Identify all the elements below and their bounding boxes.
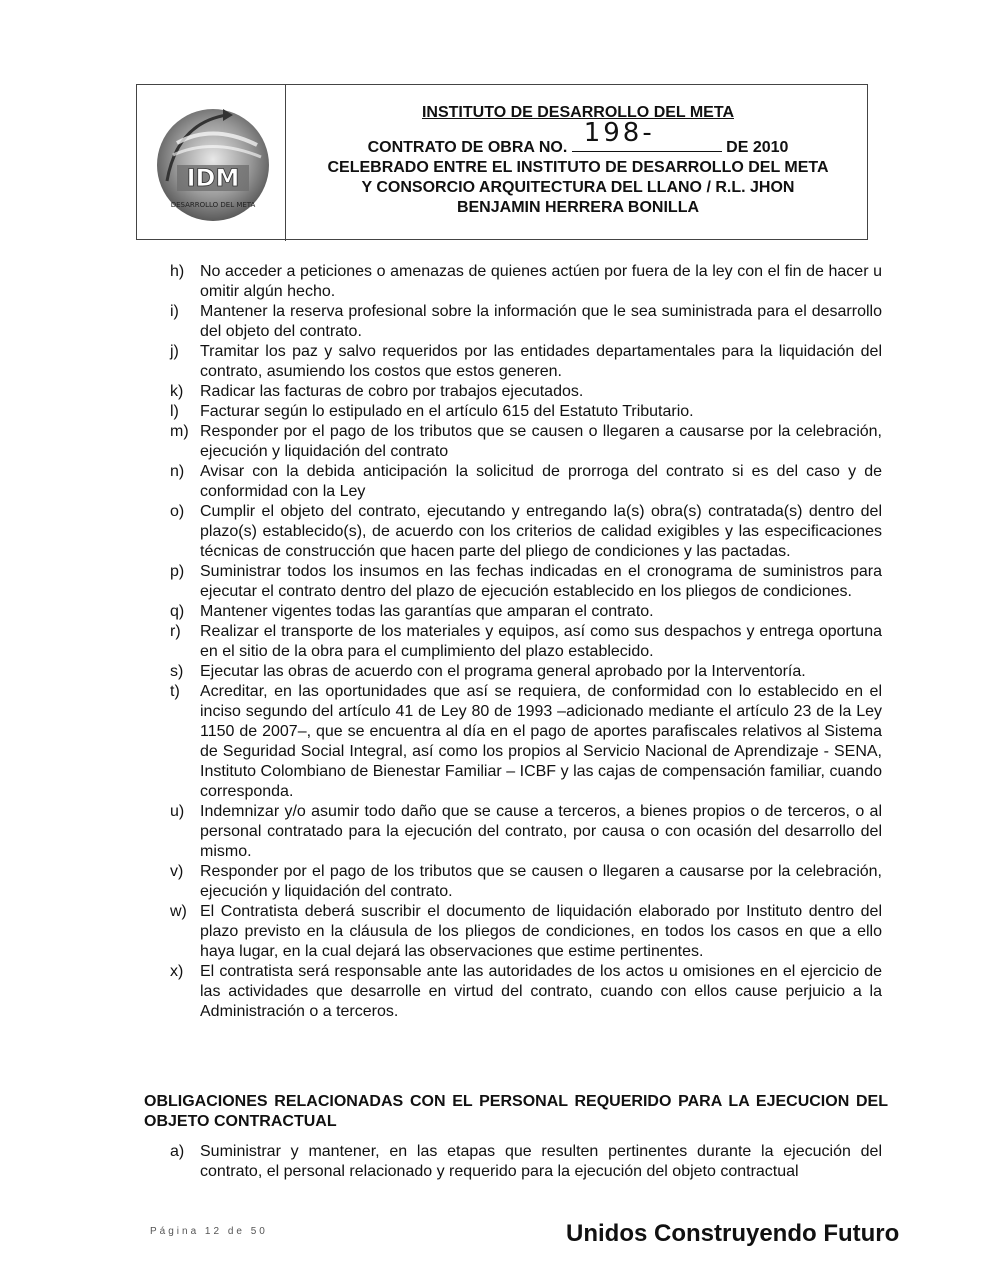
list-item: [170, 682, 882, 802]
list-item-label: l): [170, 403, 179, 420]
list-item-label: j): [170, 343, 179, 360]
document-header: [136, 84, 868, 240]
list-item-text: Acreditar, en las oportunidades que así se requiera, de conformidad con lo establecido en el inciso segundo del artículo 41 de Ley 80 de 1993 –adicionado mediante el artículo 23 de la Ley 1150 de 2007–, que se encuentra al día en el pago de aportes parafiscales relativos al Sistema de Seguridad Social Integral, así como los propios al Servicio Nacional de Aprendizaje - SENA, Instituto Colombiano de Bienestar Familiar – ICBF y las cajas de compensación familiar, cuando corresponda.: [200, 683, 882, 800]
list-item-label: t): [170, 683, 180, 700]
list-item-label: m): [170, 423, 189, 440]
list-item-text: Responder por el pago de los tributos que se causen o llegaren a causarse por la celebración, ejecución y liquidación del contrato.: [200, 863, 882, 900]
list-item-text: Avisar con la debida anticipación la solicitud de prorroga del contrato si es del caso y de conformidad con la Ley: [200, 463, 882, 500]
section-item-label: a): [170, 1143, 185, 1160]
list-item-text: Responder por el pago de los tributos que se causen o llegaren a causarse por la celebración, ejecución y liquidación del contrato: [200, 423, 882, 460]
list-item-label: q): [170, 603, 185, 620]
list-item-label: r): [170, 623, 181, 640]
list-item: [170, 462, 882, 502]
contract-suffix: DE 2010: [726, 139, 789, 156]
list-item-label: k): [170, 383, 184, 400]
list-item: [170, 602, 882, 622]
idm-logo: [137, 93, 285, 233]
header-divider: [285, 85, 286, 241]
list-item: [170, 862, 882, 902]
contract-number: 198-: [583, 118, 655, 148]
logo-letters: IDM: [186, 164, 240, 192]
header-text: [287, 85, 869, 218]
list-item-text: Tramitar los paz y salvo requeridos por las entidades departamentales para la liquidación del contrato, asumiendo los costos que estos generen.: [200, 343, 882, 380]
list-item: [170, 802, 882, 862]
parties-line-2: Y CONSORCIO ARQUITECTURA DEL LLANO / R.L. JHON: [361, 179, 795, 196]
list-item-label: i): [170, 303, 179, 320]
parties-line-3: BENJAMIN HERRERA BONILLA: [456, 199, 700, 216]
list-item-text: Indemnizar y/o asumir todo daño que se cause a terceros, a bienes propios o de terceros, o al personal contratado para la ejecución del contrato, por causa o con ocasión del desarrollo del mismo.: [200, 803, 882, 860]
list-item: [170, 962, 882, 1022]
list-item-text: Ejecutar las obras de acuerdo con el programa general aprobado por la Interventoría.: [200, 663, 806, 680]
contract-number-field: [572, 118, 722, 152]
list-item-text: Realizar el transporte de los materiales y equipos, así como sus despachos y entrega oportuna en el sitio de la obra para el cumplimiento del plazo establecido.: [200, 623, 882, 660]
obligations-list: [170, 262, 882, 1022]
list-item: [170, 502, 882, 562]
section-title: OBLIGACIONES RELACIONADAS CON EL PERSONAL REQUERIDO PARA LA EJECUCION DEL OBJETO CONTRACTUAL: [144, 1093, 888, 1130]
logo-emblem: [137, 93, 285, 233]
list-item-text: Mantener vigentes todas las garantías que amparan el contrato.: [200, 603, 654, 620]
list-item: [170, 902, 882, 962]
institute-title: INSTITUTO DE DESARROLLO DEL META: [421, 104, 734, 121]
list-item-text: No acceder a peticiones o amenazas de quienes actúen por fuera de la ley con el fin de hacer u omitir algún hecho.: [200, 263, 882, 300]
logo-ring-text: DESARROLLO DEL META: [170, 201, 256, 209]
list-item-label: n): [170, 463, 185, 480]
contract-line: [287, 118, 869, 158]
list-item-label: x): [170, 963, 184, 980]
list-item-text: El Contratista deberá suscribir el documento de liquidación elaborado por Instituto dentro del plazo previsto en la cláusula de los pliegos de condiciones, en todos los casos en que a ello haya lugar, en la cual dejará las observaciones que estime pertinentes.: [200, 903, 882, 960]
list-item-label: s): [170, 663, 184, 680]
list-item: [170, 402, 882, 422]
list-item-label: v): [170, 863, 184, 880]
list-item: [170, 302, 882, 342]
contract-prefix: CONTRATO DE OBRA NO.: [367, 139, 568, 156]
list-item-text: Mantener la reserva profesional sobre la información que le sea suministrada para el desarrollo del objeto del contrato.: [200, 303, 882, 340]
list-item-label: p): [170, 563, 185, 580]
list-item: [170, 262, 882, 302]
list-item: [170, 662, 882, 682]
list-item-text: Facturar según lo estipulado en el artículo 615 del Estatuto Tributario.: [200, 403, 694, 420]
section-list-item: [170, 1142, 882, 1182]
list-item: [170, 422, 882, 462]
footer-slogan: Unidos Construyendo Futuro: [566, 1220, 900, 1247]
list-item-label: o): [170, 503, 185, 520]
list-item-text: Cumplir el objeto del contrato, ejecutando y entregando la(s) obra(s) contratada(s) dentro del plazo(s) establecido(s), de acuerdo con los criterios de calidad exigibles y las especificaciones técnicas de construcción que hacen parte del pliego de condiciones y las pactadas.: [200, 503, 882, 560]
parties-line-1: CELEBRADO ENTRE EL INSTITUTO DE DESARROLLO DEL META: [327, 159, 829, 176]
list-item-label: w): [170, 903, 187, 920]
list-item: [170, 342, 882, 382]
list-item: [170, 622, 882, 662]
list-item-text: Radicar las facturas de cobro por trabajos ejecutados.: [200, 383, 584, 400]
list-item-text: El contratista será responsable ante las autoridades de los actos u omisiones en el ejercicio de las actividades que desarrolle en virtud del contrato, cuando con ellos cause perjuicio a la Administración o a terceros.: [200, 963, 882, 1020]
list-item-label: u): [170, 803, 185, 820]
list-item-text: Suministrar todos los insumos en las fechas indicadas en el cronograma de suministros para ejecutar el contrato dentro del plazo de ejecución establecido en los pliegos de condiciones.: [200, 563, 882, 600]
list-item-label: h): [170, 263, 185, 280]
section-item-text: Suministrar y mantener, en las etapas que resulten pertinentes durante la ejecución del contrato, el personal relacionado y requerido para la ejecución del objeto contractual: [200, 1143, 882, 1180]
list-item: [170, 382, 882, 402]
list-item: [170, 562, 882, 602]
page-number: Página 12 de 50: [150, 1226, 268, 1237]
